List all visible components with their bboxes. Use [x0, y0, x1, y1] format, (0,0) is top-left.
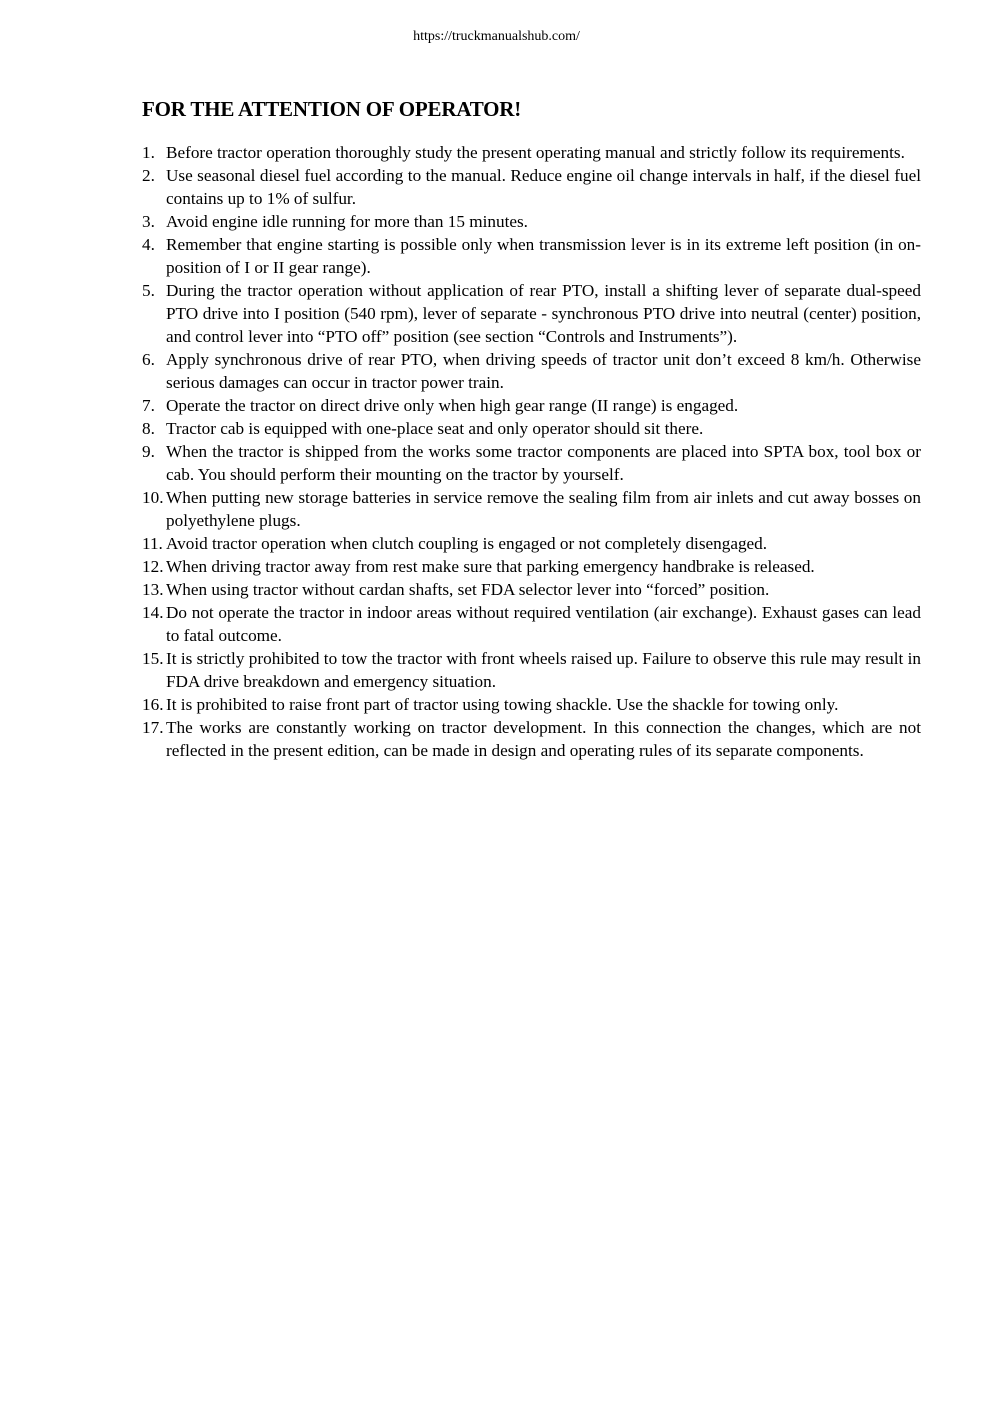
list-item-number: 14.: [142, 603, 164, 622]
list-item: [142, 394, 921, 417]
list-item-text: It is prohibited to raise front part of tractor using towing shackle. Use the shackle for towing only.: [166, 695, 839, 714]
list-item-number: 3.: [142, 212, 155, 231]
list-item-text: When using tractor without cardan shafts, set FDA selector lever into “forced” position.: [166, 580, 770, 599]
list-item-text: The works are constantly working on tractor development. In this connection the changes, which are not reflected in the present edition, can be made in design and operating rules of its separate components.: [166, 718, 921, 760]
list-item-number: 8.: [142, 419, 155, 438]
operator-notes-list: [142, 141, 921, 762]
list-item-number: 4.: [142, 235, 155, 254]
list-item-text: When putting new storage batteries in service remove the sealing film from air inlets and cut away bosses on polyethylene plugs.: [166, 488, 921, 530]
list-item: [142, 164, 921, 210]
list-item-text: It is strictly prohibited to tow the tractor with front wheels raised up. Failure to observe this rule may result in FDA drive breakdown and emergency situation.: [166, 649, 921, 691]
list-item: [142, 716, 921, 762]
list-item: [142, 233, 921, 279]
list-item: [142, 486, 921, 532]
list-item-text: Operate the tractor on direct drive only when high gear range (II range) is engaged.: [166, 396, 739, 415]
list-item-number: 12.: [142, 557, 164, 576]
list-item: [142, 532, 921, 555]
list-item: [142, 578, 921, 601]
list-item-number: 15.: [142, 649, 164, 668]
list-item-number: 11.: [142, 534, 163, 553]
list-item-text: Avoid tractor operation when clutch coupling is engaged or not completely disengaged.: [166, 534, 768, 553]
list-item: [142, 440, 921, 486]
list-item-number: 16.: [142, 695, 164, 714]
list-item-text: Remember that engine starting is possible only when transmission lever is in its extreme left position (in on-position of I or II gear range).: [166, 235, 921, 277]
list-item-text: Do not operate the tractor in indoor areas without required ventilation (air exchange). Exhaust gases can lead to fatal outcome.: [166, 603, 921, 645]
list-item-number: 5.: [142, 281, 155, 300]
list-item: [142, 279, 921, 348]
list-item: [142, 348, 921, 394]
list-item-text: When driving tractor away from rest make sure that parking emergency handbrake is released.: [166, 557, 815, 576]
list-item-text: Apply synchronous drive of rear PTO, when driving speeds of tractor unit don’t exceed 8 km/h. Otherwise serious damages can occur in tractor power train.: [166, 350, 921, 392]
list-item-text: Use seasonal diesel fuel according to the manual. Reduce engine oil change intervals in half, if the diesel fuel contains up to 1% of sulfur.: [166, 166, 921, 208]
list-item: [142, 693, 921, 716]
list-item-number: 1.: [142, 143, 155, 162]
list-item-number: 13.: [142, 580, 164, 599]
list-item-number: 2.: [142, 166, 155, 185]
list-item: [142, 417, 921, 440]
list-item: [142, 210, 921, 233]
list-item: [142, 647, 921, 693]
list-item-text: Before tractor operation thoroughly study the present operating manual and strictly follow its requirements.: [166, 143, 905, 162]
list-item-number: 9.: [142, 442, 155, 461]
list-item-text: Avoid engine idle running for more than 15 minutes.: [166, 212, 528, 231]
list-item-text: During the tractor operation without application of rear PTO, install a shifting lever of separate dual-speed PTO drive into I position (540 rpm), lever of separate - synchronous PTO drive into neutral (center) position, and control lever into “PTO off” position (see section “Controls and Instruments”).: [166, 281, 921, 346]
list-item-number: 10.: [142, 488, 164, 507]
list-item: [142, 601, 921, 647]
page-title: FOR THE ATTENTION OF OPERATOR!: [142, 97, 522, 121]
list-item: [142, 555, 921, 578]
list-item: [142, 141, 921, 164]
list-item-number: 17.: [142, 718, 164, 737]
header-url: https://truckmanualshub.com/: [413, 29, 580, 44]
list-item-text: When the tractor is shipped from the works some tractor components are placed into SPTA box, tool box or cab. You should perform their mounting on the tractor by yourself.: [166, 442, 921, 484]
list-item-number: 7.: [142, 396, 155, 415]
list-item-number: 6.: [142, 350, 155, 369]
list-item-text: Tractor cab is equipped with one-place seat and only operator should sit there.: [166, 419, 704, 438]
